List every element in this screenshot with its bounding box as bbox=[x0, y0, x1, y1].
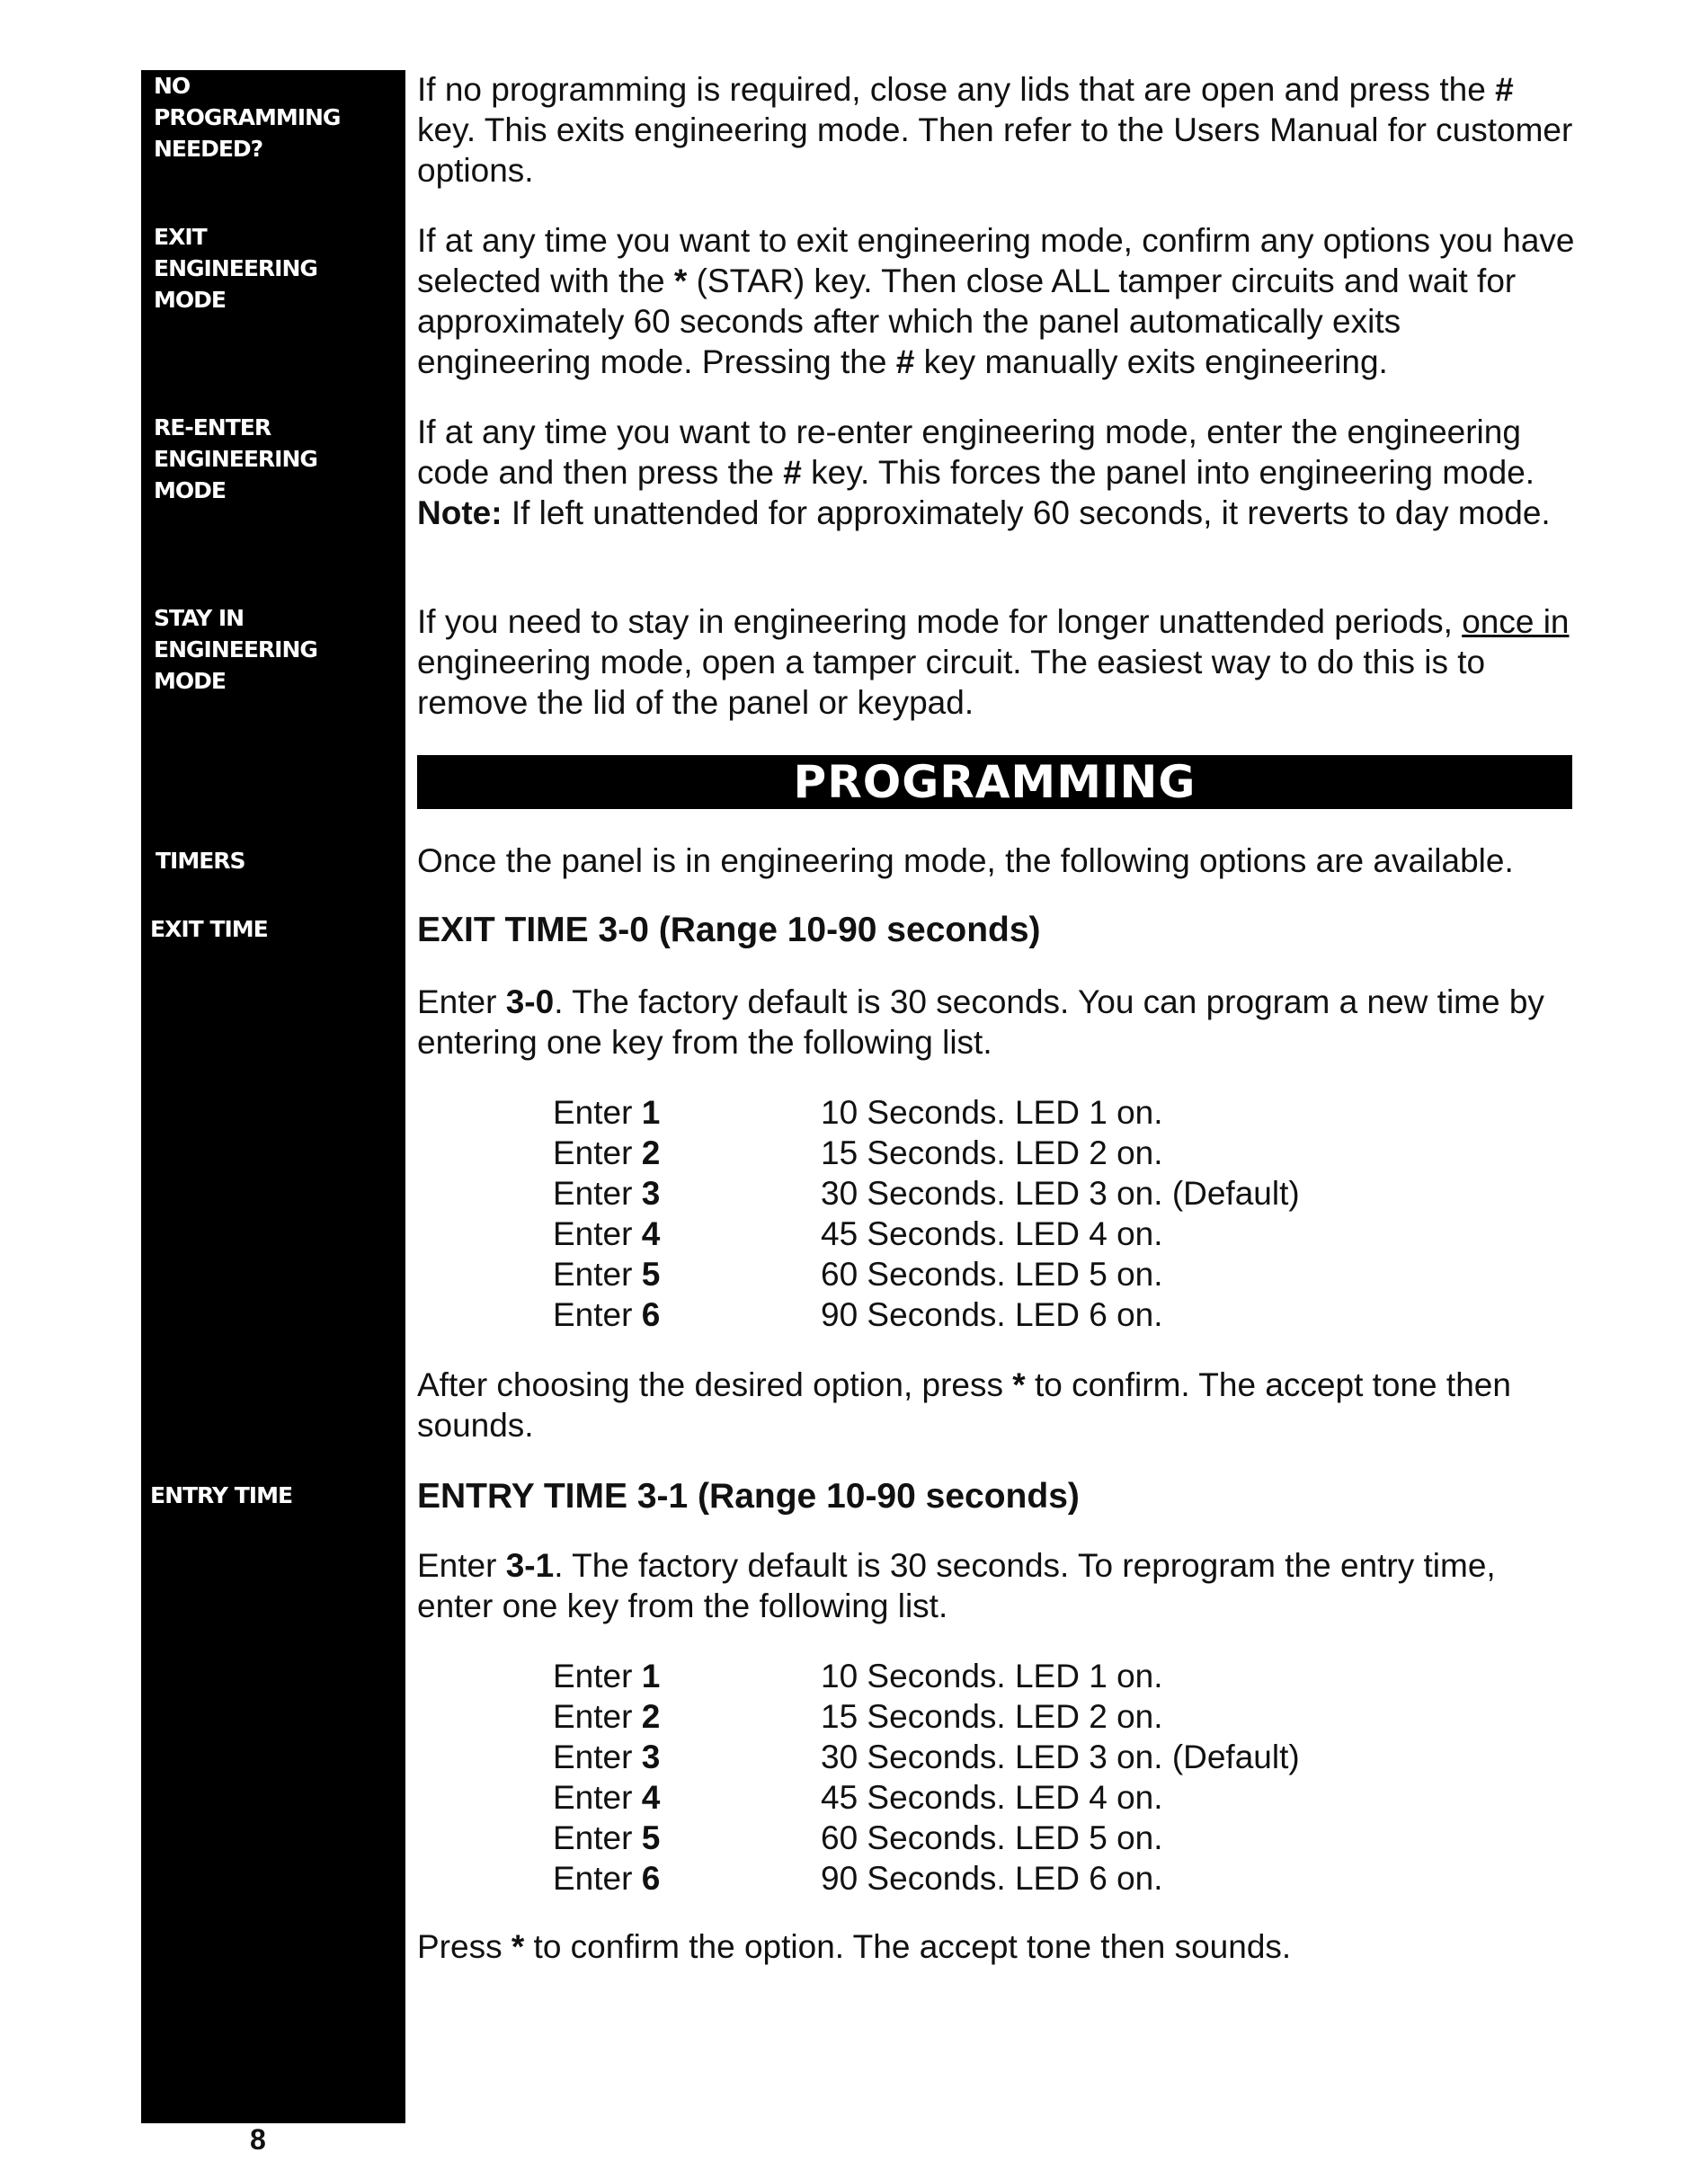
label-timers: TIMERS bbox=[156, 848, 245, 874]
section-title-programming: PROGRAMMING bbox=[417, 755, 1572, 809]
option-key: Enter 4 bbox=[553, 1215, 661, 1252]
label-no-programming: NO PROGRAMMING NEEDED? bbox=[154, 73, 341, 162]
option-key: Enter 6 bbox=[553, 1860, 661, 1897]
paragraph-stay-in-engineering: If you need to stay in engineering mode for longer unattended periods, once in engineering mode, open a tamper circuit. The easiest way to do this is to remove the lid of the panel or keypad. bbox=[417, 603, 1570, 721]
option-description: 30 Seconds. LED 3 on. (Default) bbox=[821, 1739, 1300, 1775]
option-description: 30 Seconds. LED 3 on. (Default) bbox=[821, 1175, 1300, 1212]
label-stay-in-engineering: STAY IN ENGINEERING MODE bbox=[154, 605, 317, 694]
option-description: 15 Seconds. LED 2 on. bbox=[821, 1134, 1163, 1171]
option-description: 45 Seconds. LED 4 on. bbox=[821, 1779, 1163, 1816]
paragraph-no-programming: If no programming is required, close any lids that are open and press the # key. This exits engineering mode. Then refer to the Users Manual for customer options. bbox=[417, 71, 1573, 189]
option-row bbox=[553, 1133, 1300, 1173]
option-row bbox=[553, 1173, 1300, 1214]
label-exit-time: EXIT TIME bbox=[150, 916, 268, 942]
option-description: 90 Seconds. LED 6 on. bbox=[821, 1860, 1163, 1897]
option-key: Enter 1 bbox=[553, 1094, 661, 1131]
option-row bbox=[553, 1656, 1300, 1696]
option-description: 60 Seconds. LED 5 on. bbox=[821, 1819, 1163, 1856]
option-key: Enter 5 bbox=[553, 1819, 661, 1856]
option-description: 10 Seconds. LED 1 on. bbox=[821, 1658, 1163, 1694]
option-key: Enter 5 bbox=[553, 1256, 661, 1293]
option-description: 15 Seconds. LED 2 on. bbox=[821, 1698, 1163, 1735]
option-key: Enter 2 bbox=[553, 1134, 661, 1171]
exit-time-options bbox=[553, 1092, 1300, 1335]
option-description: 60 Seconds. LED 5 on. bbox=[821, 1256, 1163, 1293]
option-row bbox=[553, 1092, 1300, 1133]
option-key: Enter 3 bbox=[553, 1739, 661, 1775]
exit-time-after: After choosing the desired option, press * to confirm. The accept tone then sounds. bbox=[417, 1366, 1511, 1444]
option-key: Enter 2 bbox=[553, 1698, 661, 1735]
entry-time-options bbox=[553, 1656, 1300, 1899]
option-row bbox=[553, 1737, 1300, 1777]
option-key: Enter 6 bbox=[553, 1296, 661, 1333]
entry-time-heading: ENTRY TIME 3-1 (Range 10-90 seconds) bbox=[417, 1477, 1080, 1516]
option-description: 90 Seconds. LED 6 on. bbox=[821, 1296, 1163, 1333]
option-key: Enter 1 bbox=[553, 1658, 661, 1694]
option-row bbox=[553, 1858, 1300, 1899]
page-number: 8 bbox=[250, 2123, 266, 2156]
label-entry-time: ENTRY TIME bbox=[150, 1482, 293, 1508]
option-description: 10 Seconds. LED 1 on. bbox=[821, 1094, 1163, 1131]
label-exit-engineering: EXIT ENGINEERING MODE bbox=[154, 224, 317, 313]
entry-time-after: Press * to confirm the option. The accept tone then sounds. bbox=[417, 1928, 1292, 1965]
entry-time-intro: Enter 3-1. The factory default is 30 seconds. To reprogram the entry time, enter one key from the following list. bbox=[417, 1547, 1496, 1624]
option-row bbox=[553, 1777, 1300, 1818]
option-row bbox=[553, 1254, 1300, 1294]
option-row bbox=[553, 1214, 1300, 1254]
paragraph-reenter-engineering: If at any time you want to re-enter engineering mode, enter the engineering code and then press the # key. This forces the panel into engineering mode. Note: If left unattended for approximately 60 seconds, it reverts to day mode. bbox=[417, 414, 1551, 531]
label-reenter-engineering: RE-ENTER ENGINEERING MODE bbox=[154, 414, 317, 503]
option-key: Enter 3 bbox=[553, 1175, 661, 1212]
sidebar bbox=[141, 70, 405, 2123]
option-row bbox=[553, 1696, 1300, 1737]
exit-time-intro: Enter 3-0. The factory default is 30 seconds. You can program a new time by entering one key from the following list. bbox=[417, 983, 1544, 1061]
option-description: 45 Seconds. LED 4 on. bbox=[821, 1215, 1163, 1252]
paragraph-exit-engineering: If at any time you want to exit engineering mode, confirm any options you have selected with the * (STAR) key. Then close ALL tamper circuits and wait for approximately 60 seconds after which the panel automatically exits engineering mode. Pressing the # key manually exits engineering. bbox=[417, 222, 1575, 380]
option-key: Enter 4 bbox=[553, 1779, 661, 1816]
exit-time-heading: EXIT TIME 3-0 (Range 10-90 seconds) bbox=[417, 911, 1041, 949]
option-row bbox=[553, 1818, 1300, 1858]
option-row bbox=[553, 1294, 1300, 1335]
timers-text: Once the panel is in engineering mode, the following options are available. bbox=[417, 842, 1514, 879]
